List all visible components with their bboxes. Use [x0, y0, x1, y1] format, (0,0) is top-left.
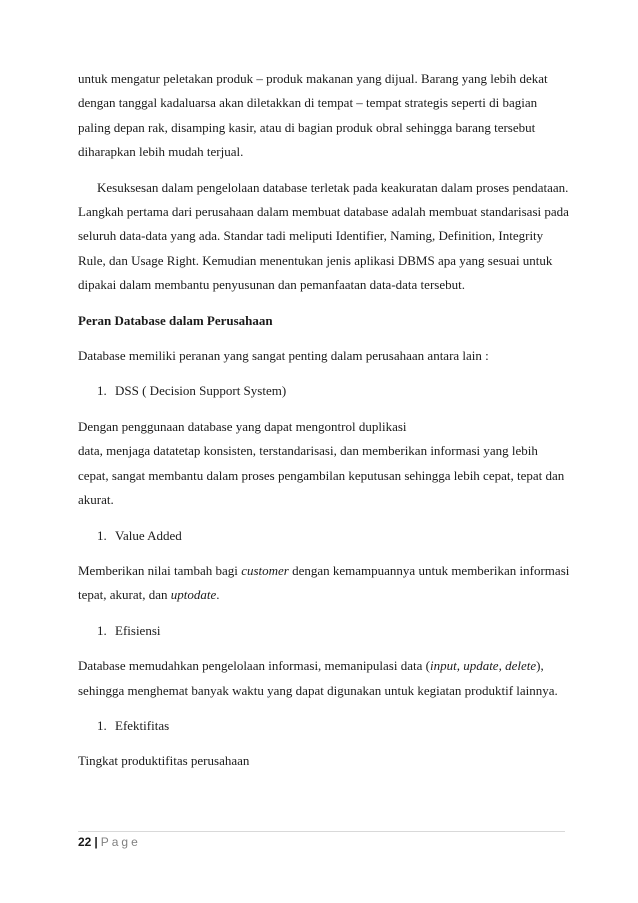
italic-term: input, update, delete	[429, 658, 537, 674]
paragraph-dss-body: data, menjaga datatetap konsisten, terstandarisasi, dan memberikan informasi yang lebih cepat, sangat membantu dalam proses pengambilan keputusan sehingga lebih cepat, tepat dan akurat.	[78, 443, 565, 508]
text-run: .	[216, 587, 220, 603]
footer-separator: |	[94, 835, 98, 849]
list-item-title: DSS ( Decision Support System)	[115, 383, 287, 399]
list-number: 1.	[97, 527, 107, 543]
text-run: Memberikan nilai tambah bagi	[78, 562, 242, 578]
list-number: 1.	[97, 717, 107, 733]
paragraph-value-added	[78, 559, 570, 608]
page-content	[78, 67, 570, 774]
list-number: 1.	[97, 383, 107, 399]
list-item-title: Efisiensi	[115, 622, 161, 638]
list-item-efisiensi	[78, 619, 570, 643]
page-footer	[78, 834, 141, 850]
section-heading: Peran Database dalam Perusahaan	[78, 312, 273, 328]
paragraph-dss-line1: Dengan penggunaan database yang dapat mengontrol duplikasi	[78, 418, 407, 434]
text-run: Database memudahkan pengelolaan informasi, memanipulasi data (	[78, 658, 430, 674]
text-run: ), sehingga menghemat banyak waktu yang dapat digunakan untuk kegiatan produktif lainnya.	[78, 658, 558, 698]
paragraph-database-success: Kesuksesan dalam pengelolaan database terletak pada keakuratan dalam proses pendataan. Langkah pertama dari perusahaan dalam membuat database adalah membuat standarisasi pada seluruh data-data yang ada. Standar tadi meliputi Identifier, Naming, Definition, Integrity Rule, dan Usage Right. Kemudian menentukan jenis aplikasi DBMS apa yang sesuai untuk dipakai dalam membantu penyusunan dan pemanfaatan data-data tersebut.	[78, 179, 569, 293]
italic-term: customer	[241, 562, 289, 578]
list-item-title: Value Added	[115, 527, 182, 543]
italic-term: uptodate	[170, 587, 217, 603]
paragraph-intro: Database memiliki peranan yang sangat penting dalam perusahaan antara lain :	[78, 348, 489, 364]
list-item-value-added	[78, 524, 570, 548]
list-number: 1.	[97, 622, 107, 638]
footer-divider	[78, 831, 565, 832]
list-item-title: Efektifitas	[115, 717, 170, 733]
page-label: Page	[100, 835, 141, 849]
paragraph-product-placement: untuk mengatur peletakan produk – produk makanan yang dijual. Barang yang lebih dekat dengan tanggal kadaluarsa akan diletakkan di tempat – tempat strategis seperti di bagian paling depan rak, disamping kasir, atau di bagian produk obral sehingga barang tersebut diharapkan lebih mudah terjual.	[78, 71, 548, 160]
page-number: 22	[78, 835, 92, 849]
paragraph-efektifitas: Tingkat produktifitas perusahaan	[78, 753, 250, 769]
list-item-efektifitas	[78, 714, 570, 738]
text-run: dengan kemampuannya untuk memberikan informasi tepat, akurat, dan	[78, 562, 570, 603]
paragraph-efisiensi	[78, 654, 570, 703]
list-item-dss	[78, 379, 570, 403]
